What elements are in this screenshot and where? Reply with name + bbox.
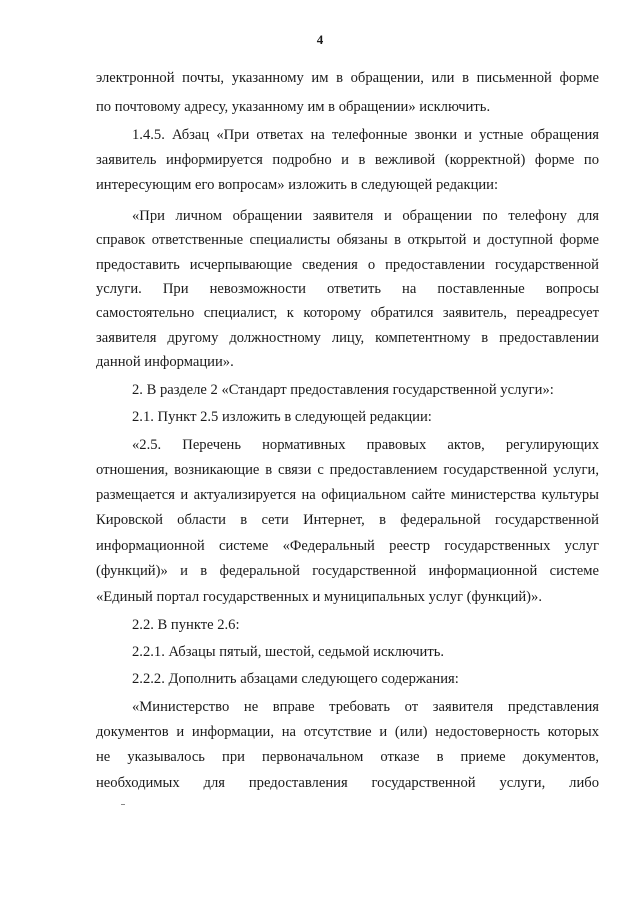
text-line: интересующим его вопросам» изложить в следующей редакции: <box>96 177 499 193</box>
text-line: справок ответственные специалисты обязаны в открытой и доступной форме <box>96 232 599 248</box>
text-line: документов и информации, на отсутствие и (или) недостоверность которых <box>96 724 599 740</box>
text-line: 2. В разделе 2 «Стандарт предоставления государственной услуги»: <box>132 382 554 398</box>
text-line: информационной системе «Федеральный реестр государственных услуг <box>96 538 599 554</box>
text-line: 2.1. Пункт 2.5 изложить в следующей редакции: <box>132 409 432 425</box>
text-line: размещается и актуализируется на официальном сайте министерства культуры <box>96 487 599 503</box>
text-line: самостоятельно специалист, к которому обратился заявитель, переадресует <box>96 305 599 321</box>
text-line: электронной почты, указанному им в обращении, или в письменной форме <box>96 70 599 86</box>
text-line: заявитель информируется подробно и в вежливой (корректной) форме по <box>96 152 599 168</box>
text-line: по почтовому адресу, указанному им в обращении» исключить. <box>96 99 491 115</box>
text-line: данной информации». <box>96 354 234 370</box>
scan-mark <box>121 804 125 805</box>
text-line: 2.2.1. Абзацы пятый, шестой, седьмой исключить. <box>132 644 445 660</box>
text-line: предоставить исчерпывающие сведения о предоставлении государственной <box>96 257 599 273</box>
page-number: 4 <box>316 32 324 47</box>
text-line: услуги. При невозможности ответить на поставленные вопросы <box>96 281 599 297</box>
text-line: Кировской области в сети Интернет, в федеральной государственной <box>96 512 599 528</box>
text-line: (функций)» и в федеральной государственной информационной системе <box>96 563 599 579</box>
text-line: «Министерство не вправе требовать от заявителя представления <box>132 699 599 715</box>
text-line: 2.2. В пункте 2.6: <box>132 617 240 633</box>
text-line: «При личном обращении заявителя и обращении по телефону для <box>132 208 599 224</box>
text-line: «2.5. Перечень нормативных правовых актов, регулирующих <box>132 437 599 453</box>
text-line: заявителя другому должностному лицу, компетентному в предоставлении <box>96 330 599 346</box>
text-line: «Единый портал государственных и муниципальных услуг (функций)». <box>96 589 542 605</box>
text-line: не указывалось при первоначальном отказе в приеме документов, <box>96 749 599 765</box>
text-line: 1.4.5. Абзац «При ответах на телефонные звонки и устные обращения <box>132 127 599 143</box>
text-line: 2.2.2. Дополнить абзацами следующего содержания: <box>132 671 459 687</box>
text-line: отношения, возникающие в связи с предоставлением государственной услуги, <box>96 462 599 478</box>
text-line: необходимых для предоставления государственной услуги, либо <box>96 775 599 791</box>
